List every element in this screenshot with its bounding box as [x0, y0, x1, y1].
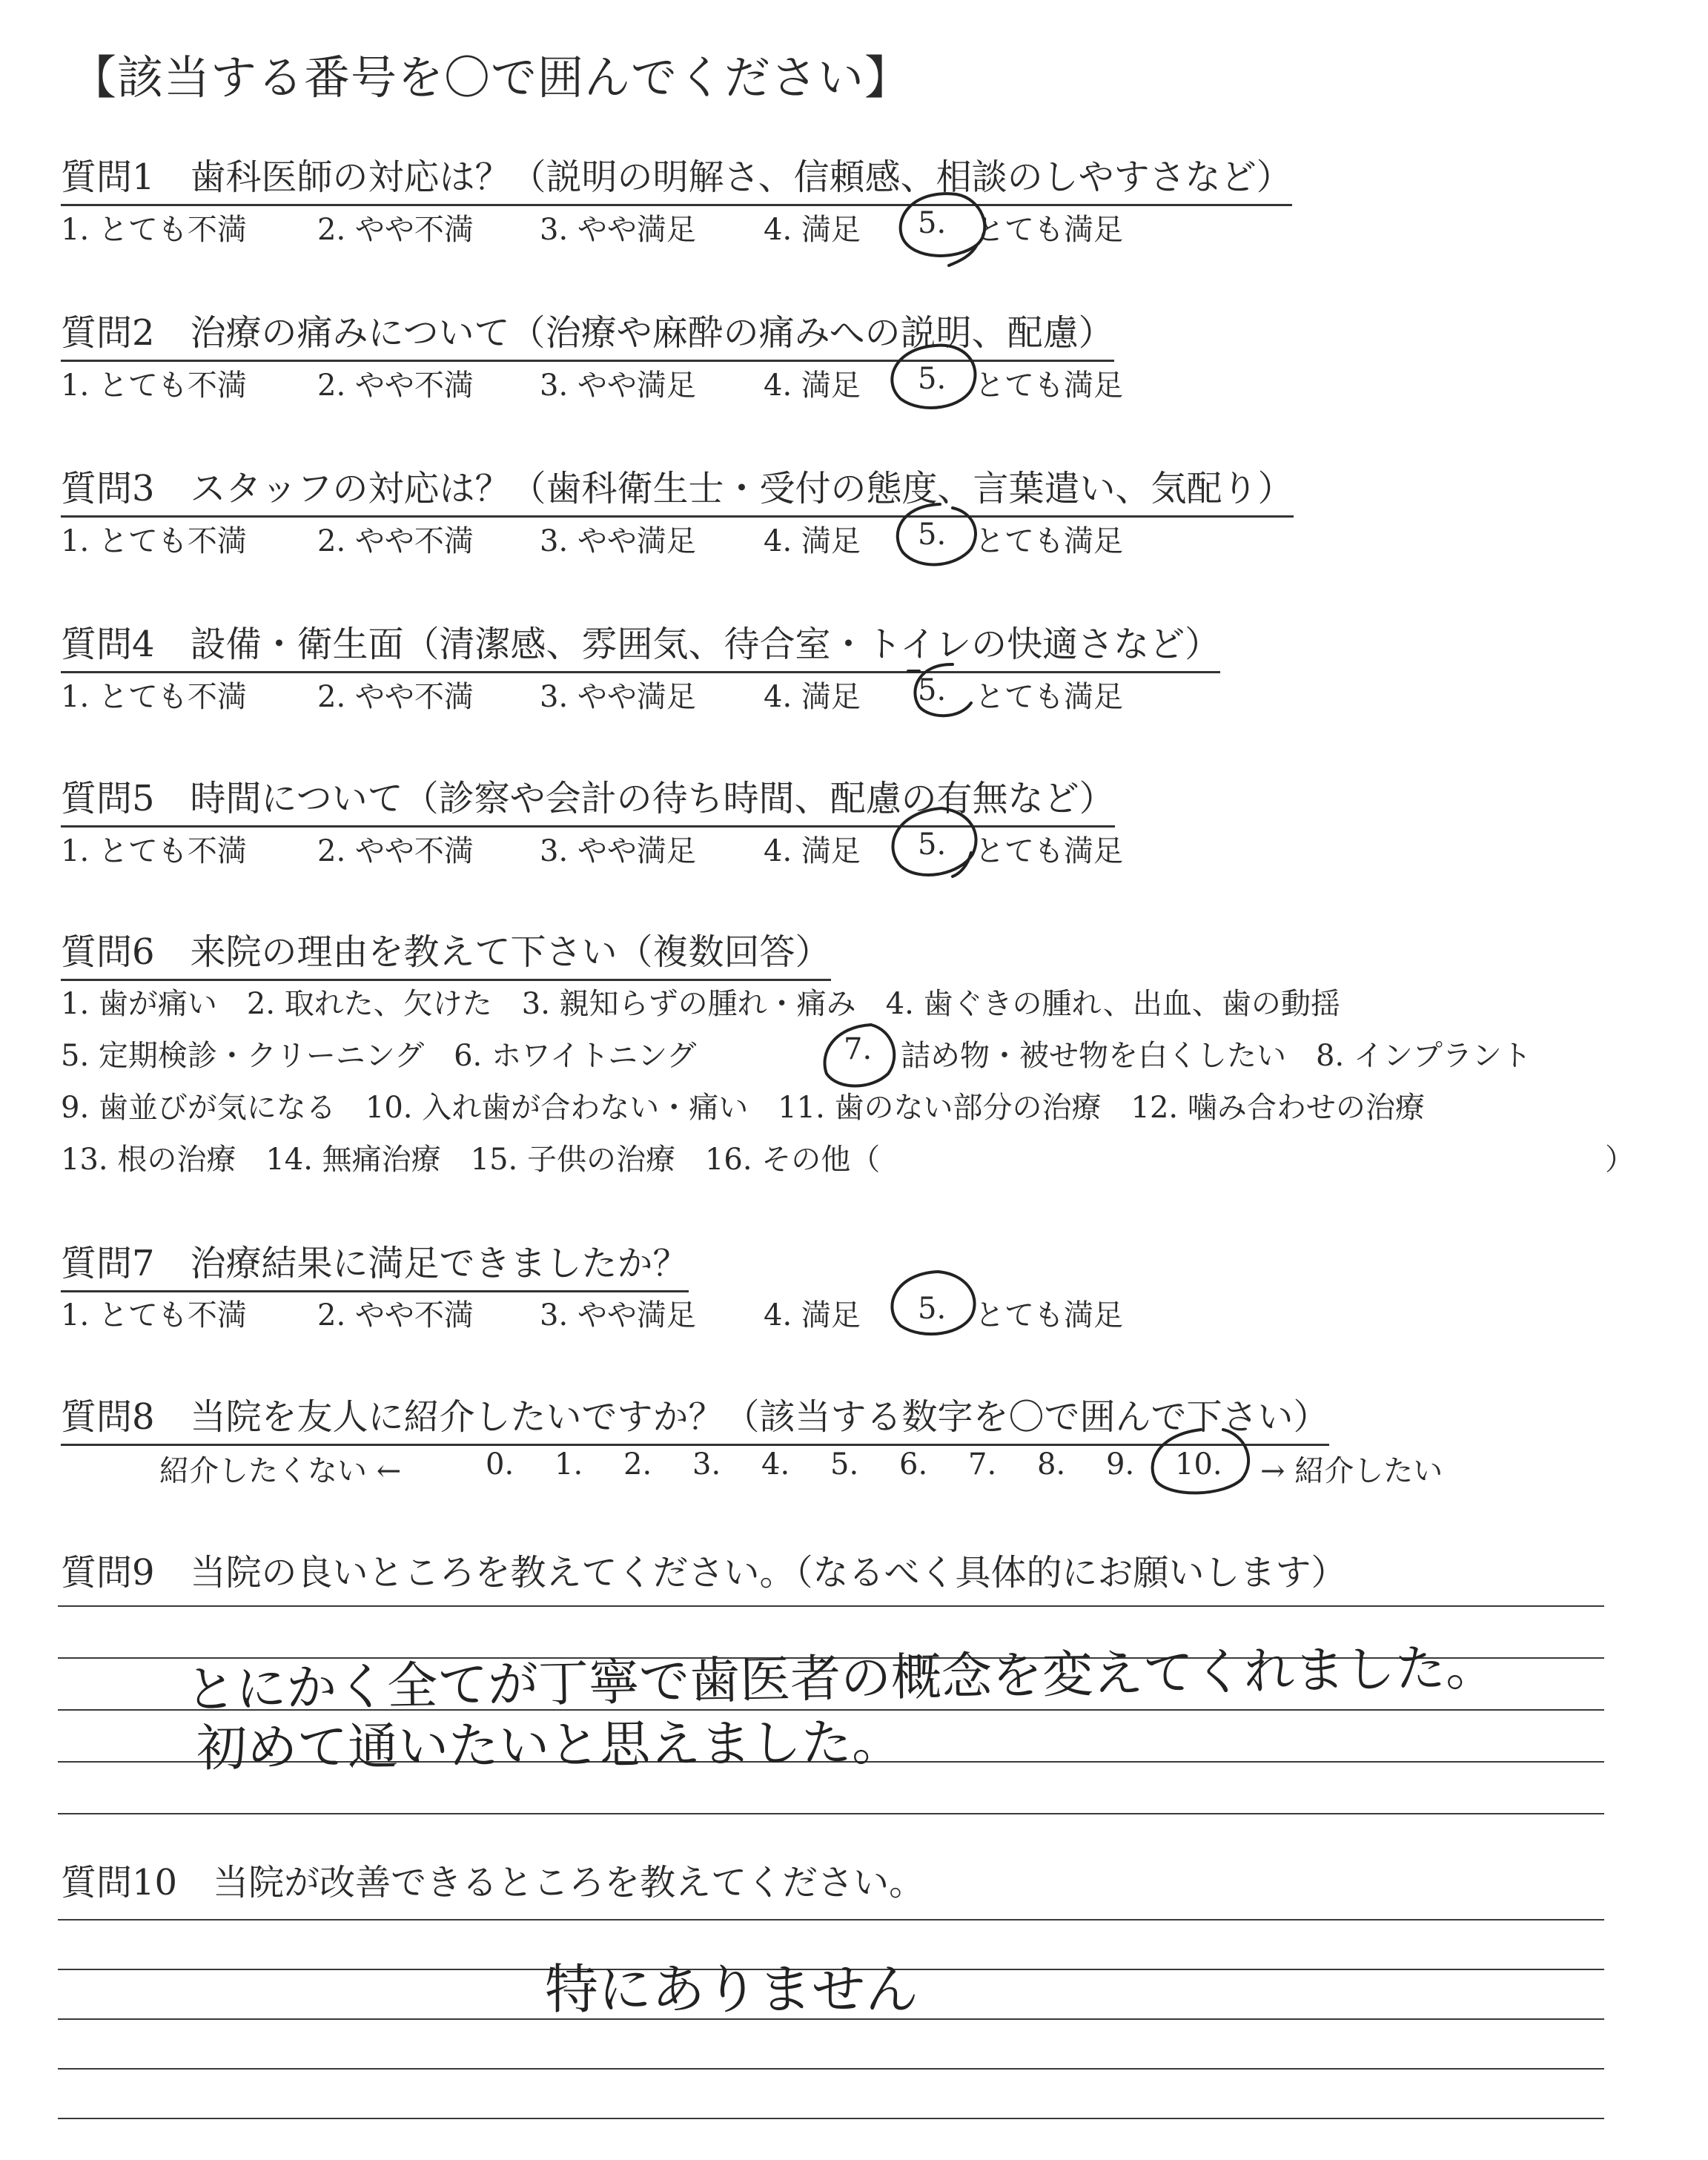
option-2[interactable]: 2. やや不満 — [317, 1298, 474, 1332]
answer-line — [58, 1605, 1604, 1607]
scale-right-label: → 紹介したい — [1260, 1454, 1443, 1488]
handwritten-answer-line-1[interactable]: とにかく全てが丁寧で歯医者の概念を変えてくれました。 — [185, 1638, 1497, 1720]
option-5[interactable]: 5. — [918, 362, 947, 396]
reason-row-4[interactable]: 13. 根の治療 14. 無痛治療 15. 子供の治療 16. その他（ — [61, 1143, 881, 1177]
handwritten-answer-line-2[interactable]: 初めて通いたいと思えました。 — [196, 1713, 903, 1779]
option-5-label: とても満足 — [975, 834, 1123, 868]
option-1[interactable]: 1. とても不満 — [61, 213, 247, 247]
question-title: 質問1 歯科医師の対応は？（説明の明解さ、信頼感、相談のしやすさなど） — [61, 148, 1292, 206]
option-3[interactable]: 3. やや満足 — [540, 213, 696, 247]
option-4[interactable]: 4. 満足 — [764, 524, 861, 558]
option-1[interactable]: 1. とても不満 — [61, 369, 247, 403]
option-5[interactable]: 5. — [918, 518, 947, 552]
option-4[interactable]: 4. 満足 — [764, 213, 861, 247]
reason-row-2c[interactable]: 詰め物・被せ物を白くしたい 8. インプラント — [901, 1039, 1532, 1073]
option-4[interactable]: 4. 満足 — [764, 680, 861, 714]
question-title: 質問4 設備・衛生面（清潔感、雰囲気、待合室・トイレの快適さなど） — [61, 615, 1220, 673]
scale-0[interactable]: 0. — [486, 1447, 514, 1482]
scale-1[interactable]: 1. — [555, 1447, 583, 1482]
answer-line — [58, 1813, 1604, 1814]
question-title: 質問5 時間について（診察や会計の待ち時間、配慮の有無など） — [61, 770, 1115, 828]
question-title: 質問7 治療結果に満足できましたか？ — [61, 1235, 689, 1292]
scale-10[interactable]: 10. — [1175, 1447, 1222, 1482]
option-2[interactable]: 2. やや不満 — [317, 524, 474, 558]
scale-3[interactable]: 3. — [692, 1447, 721, 1482]
option-5-label: とても満足 — [975, 1298, 1123, 1332]
scale-2[interactable]: 2. — [623, 1447, 652, 1482]
option-4[interactable]: 4. 満足 — [764, 369, 861, 403]
option-2[interactable]: 2. やや不満 — [317, 369, 474, 403]
option-1[interactable]: 1. とても不満 — [61, 524, 247, 558]
scale-7[interactable]: 7. — [968, 1447, 997, 1482]
option-5-label: とても満足 — [975, 213, 1123, 247]
reason-option-7[interactable]: 7. — [844, 1032, 873, 1066]
answer-line — [58, 2118, 1604, 2119]
reason-row-3[interactable]: 9. 歯並びが気になる 10. 入れ歯が合わない・痛い 11. 歯のない部分の治療 12. 噛み合わせの治療 — [61, 1091, 1425, 1125]
option-5-label: とても満足 — [975, 524, 1123, 558]
option-3[interactable]: 3. やや満足 — [540, 680, 696, 714]
option-2[interactable]: 2. やや不満 — [317, 834, 474, 868]
option-1[interactable]: 1. とても不満 — [61, 1298, 247, 1332]
option-5[interactable]: 5. — [918, 828, 947, 862]
question-title: 質問2 治療の痛みについて（治療や麻酔の痛みへの説明、配慮） — [61, 304, 1114, 362]
scale-8[interactable]: 8. — [1037, 1447, 1066, 1482]
option-5[interactable]: 5. — [918, 673, 947, 707]
question-title: 質問9 当院の良いところを教えてください。（なるべく具体的にお願いします） — [61, 1552, 1347, 1593]
question-title: 質問8 当院を友人に紹介したいですか？（該当する数字を〇で囲んで下さい） — [61, 1388, 1329, 1446]
question-title: 質問6 来院の理由を教えて下さい（複数回答） — [61, 923, 831, 981]
question-title: 質問3 スタッフの対応は？（歯科衛生士・受付の態度、言葉遣い、気配り） — [61, 460, 1294, 518]
scale-4[interactable]: 4. — [761, 1447, 790, 1482]
option-3[interactable]: 3. やや満足 — [540, 524, 696, 558]
scale-6[interactable]: 6. — [899, 1447, 928, 1482]
scale-left-label: 紹介したくない ← — [159, 1454, 402, 1488]
scale-9[interactable]: 9. — [1106, 1447, 1135, 1482]
page-title: 【該当する番号を〇で囲んでください】 — [70, 50, 912, 105]
option-1[interactable]: 1. とても不満 — [61, 834, 247, 868]
option-5[interactable]: 5. — [918, 206, 947, 240]
answer-line — [58, 1919, 1604, 1920]
scale-5[interactable]: 5. — [830, 1447, 859, 1482]
option-2[interactable]: 2. やや不満 — [317, 680, 474, 714]
option-4[interactable]: 4. 満足 — [764, 1298, 861, 1332]
handwritten-answer[interactable]: 特にありません — [545, 1958, 919, 2021]
option-4[interactable]: 4. 満足 — [764, 834, 861, 868]
option-5[interactable]: 5. — [918, 1292, 947, 1326]
option-3[interactable]: 3. やや満足 — [540, 1298, 696, 1332]
reason-row-1[interactable]: 1. 歯が痛い 2. 取れた、欠けた 3. 親知らずの腫れ・痛み 4. 歯ぐきの腫れ、出血、歯の動揺 — [61, 987, 1340, 1021]
option-3[interactable]: 3. やや満足 — [540, 369, 696, 403]
option-3[interactable]: 3. やや満足 — [540, 834, 696, 868]
other-close-paren: ） — [1605, 1143, 1635, 1177]
option-2[interactable]: 2. やや不満 — [317, 213, 474, 247]
option-5-label: とても満足 — [975, 369, 1123, 403]
question-title: 質問10 当院が改善できるところを教えてください。 — [61, 1862, 925, 1903]
option-1[interactable]: 1. とても不満 — [61, 680, 247, 714]
reason-row-2a[interactable]: 5. 定期検診・クリーニング 6. ホワイトニング — [61, 1039, 697, 1073]
answer-line — [58, 2068, 1604, 2070]
option-5-label: とても満足 — [975, 680, 1123, 714]
